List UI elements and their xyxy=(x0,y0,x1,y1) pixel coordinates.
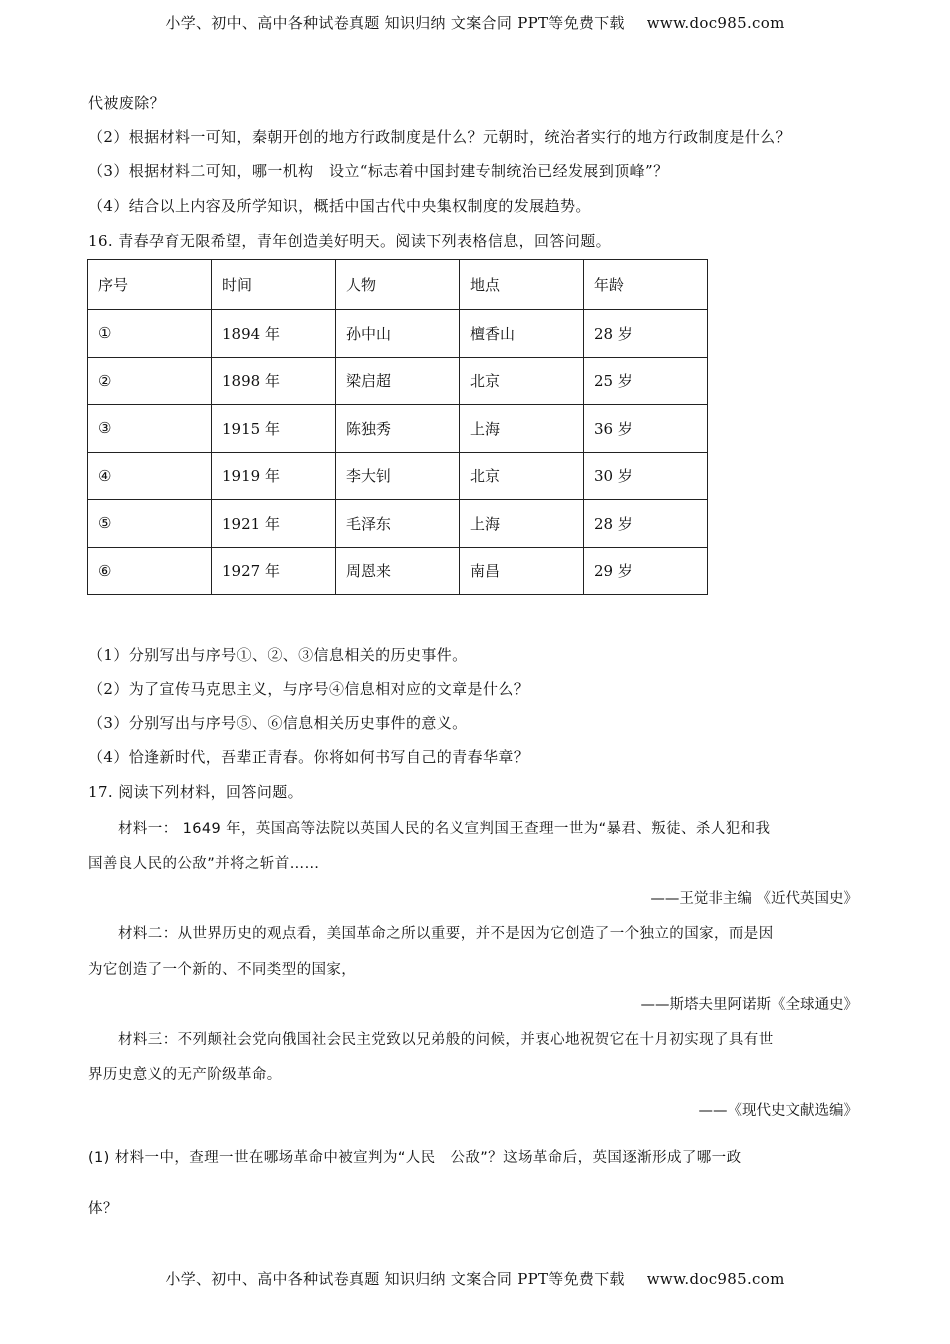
q17-stem: 17. 阅读下列材料，回答问题。 xyxy=(88,783,304,801)
material-2-line2: 为它创造了一个新的、不同类型的国家， xyxy=(88,962,357,978)
table-cell: ② xyxy=(88,357,212,405)
table-cell: 30 岁 xyxy=(584,452,708,500)
header-cell: 地点 xyxy=(460,260,584,310)
header-url[interactable]: www.doc985.com xyxy=(646,14,785,32)
table-row xyxy=(88,357,708,405)
table-cell: 陈独秀 xyxy=(336,405,460,453)
page-footer xyxy=(0,1268,950,1289)
table-cell: 北京 xyxy=(460,357,584,405)
material-1-line1: 材料一： 1649 年，英国高等法院以英国人民的名义宣判国王查理一世为“暴君、叛徒、杀人犯和我 xyxy=(118,821,771,837)
q17-sub1-line2: 体？ xyxy=(88,1201,118,1217)
table-cell: 上海 xyxy=(460,500,584,548)
page-header xyxy=(0,12,950,33)
footer-text: 小学、初中、高中各种试卷真题 知识归纳 文案合同 PPT等免费下载 xyxy=(165,1270,625,1288)
table-row xyxy=(88,500,708,548)
table-cell: 毛泽东 xyxy=(336,500,460,548)
material-3-line2: 界历史意义的无产阶级革命。 xyxy=(88,1067,282,1083)
table-cell: 29 岁 xyxy=(584,547,708,595)
table-cell: 1919 年 xyxy=(212,452,336,500)
table-row xyxy=(88,452,708,500)
table-cell: 1921 年 xyxy=(212,500,336,548)
q16-sub1: （1）分别写出与序号①、②、③信息相关的历史事件。 xyxy=(88,646,468,664)
table-cell: 1927 年 xyxy=(212,547,336,595)
table-cell: ① xyxy=(88,310,212,358)
footer-url[interactable]: www.doc985.com xyxy=(646,1270,785,1288)
table-cell: ③ xyxy=(88,405,212,453)
q15-continuation: 代被废除？ xyxy=(88,94,166,112)
q15-sub2: （2）根据材料一可知，秦朝开创的地方行政制度是什么？元朝时，统治者实行的地方行政制度是什么？ xyxy=(88,128,791,146)
material-1-source: ——王觉非主编 《近代英国史》 xyxy=(650,891,858,907)
table-cell: 檀香山 xyxy=(460,310,584,358)
table-cell: 28 岁 xyxy=(584,310,708,358)
q15-sub4: （4）结合以上内容及所学知识，概括中国古代中央集权制度的发展趋势。 xyxy=(88,197,591,215)
header-text: 小学、初中、高中各种试卷真题 知识归纳 文案合同 PPT等免费下载 xyxy=(165,14,625,32)
material-2-line1: 材料二：从世界历史的观点看，美国革命之所以重要，并不是因为它创造了一个独立的国家，而是因 xyxy=(118,926,774,942)
table-cell: 1894 年 xyxy=(212,310,336,358)
table-cell: ⑥ xyxy=(88,547,212,595)
table-cell: 28 岁 xyxy=(584,500,708,548)
material-2-source: ——斯塔夫里阿诺斯《全球通史》 xyxy=(640,997,858,1013)
table-cell: 36 岁 xyxy=(584,405,708,453)
table-cell: 北京 xyxy=(460,452,584,500)
table-row xyxy=(88,547,708,595)
table-cell: ④ xyxy=(88,452,212,500)
table-cell: 梁启超 xyxy=(336,357,460,405)
q16-sub3: （3）分别写出与序号⑤、⑥信息相关历史事件的意义。 xyxy=(88,714,468,732)
table-cell: 1898 年 xyxy=(212,357,336,405)
header-cell: 人物 xyxy=(336,260,460,310)
material-3-source: ——《现代史文献选编》 xyxy=(698,1103,858,1119)
header-cell: 年龄 xyxy=(584,260,708,310)
q15-sub3: （3）根据材料二可知，哪一机构 设立“标志着中国封建专制统治已经发展到顶峰”？ xyxy=(88,162,669,180)
q16-table xyxy=(87,259,708,595)
q16-sub2: （2）为了宣传马克思主义，与序号④信息相对应的文章是什么？ xyxy=(88,680,530,698)
header-cell: 时间 xyxy=(212,260,336,310)
material-3-line1: 材料三：不列颠社会党向俄国社会民主党致以兄弟般的问候，并衷心地祝贺它在十月初实现了具有世 xyxy=(118,1032,774,1048)
table-row xyxy=(88,405,708,453)
table-cell: 南昌 xyxy=(460,547,584,595)
table-cell: ⑤ xyxy=(88,500,212,548)
table-cell: 上海 xyxy=(460,405,584,453)
table-cell: 1915 年 xyxy=(212,405,336,453)
q17-sub1-line1: (1) 材料一中，查理一世在哪场革命中被宣判为“人民 公敌”？这场革命后，英国逐渐形成了哪一政 xyxy=(88,1150,742,1166)
table-cell: 周恩来 xyxy=(336,547,460,595)
table-cell: 孙中山 xyxy=(336,310,460,358)
q16-stem: 16. 青春孕育无限希望，青年创造美好明天。阅读下列表格信息，回答问题。 xyxy=(88,232,612,250)
header-cell: 序号 xyxy=(88,260,212,310)
table-cell: 25 岁 xyxy=(584,357,708,405)
material-1-line2: 国善良人民的公敌”并将之斩首…… xyxy=(88,856,320,872)
table-header-row xyxy=(88,260,708,310)
table-row xyxy=(88,310,708,358)
q16-sub4: （4）恰逢新时代，吾辈正青春。你将如何书写自己的青春华章？ xyxy=(88,748,530,766)
table-cell: 李大钊 xyxy=(336,452,460,500)
